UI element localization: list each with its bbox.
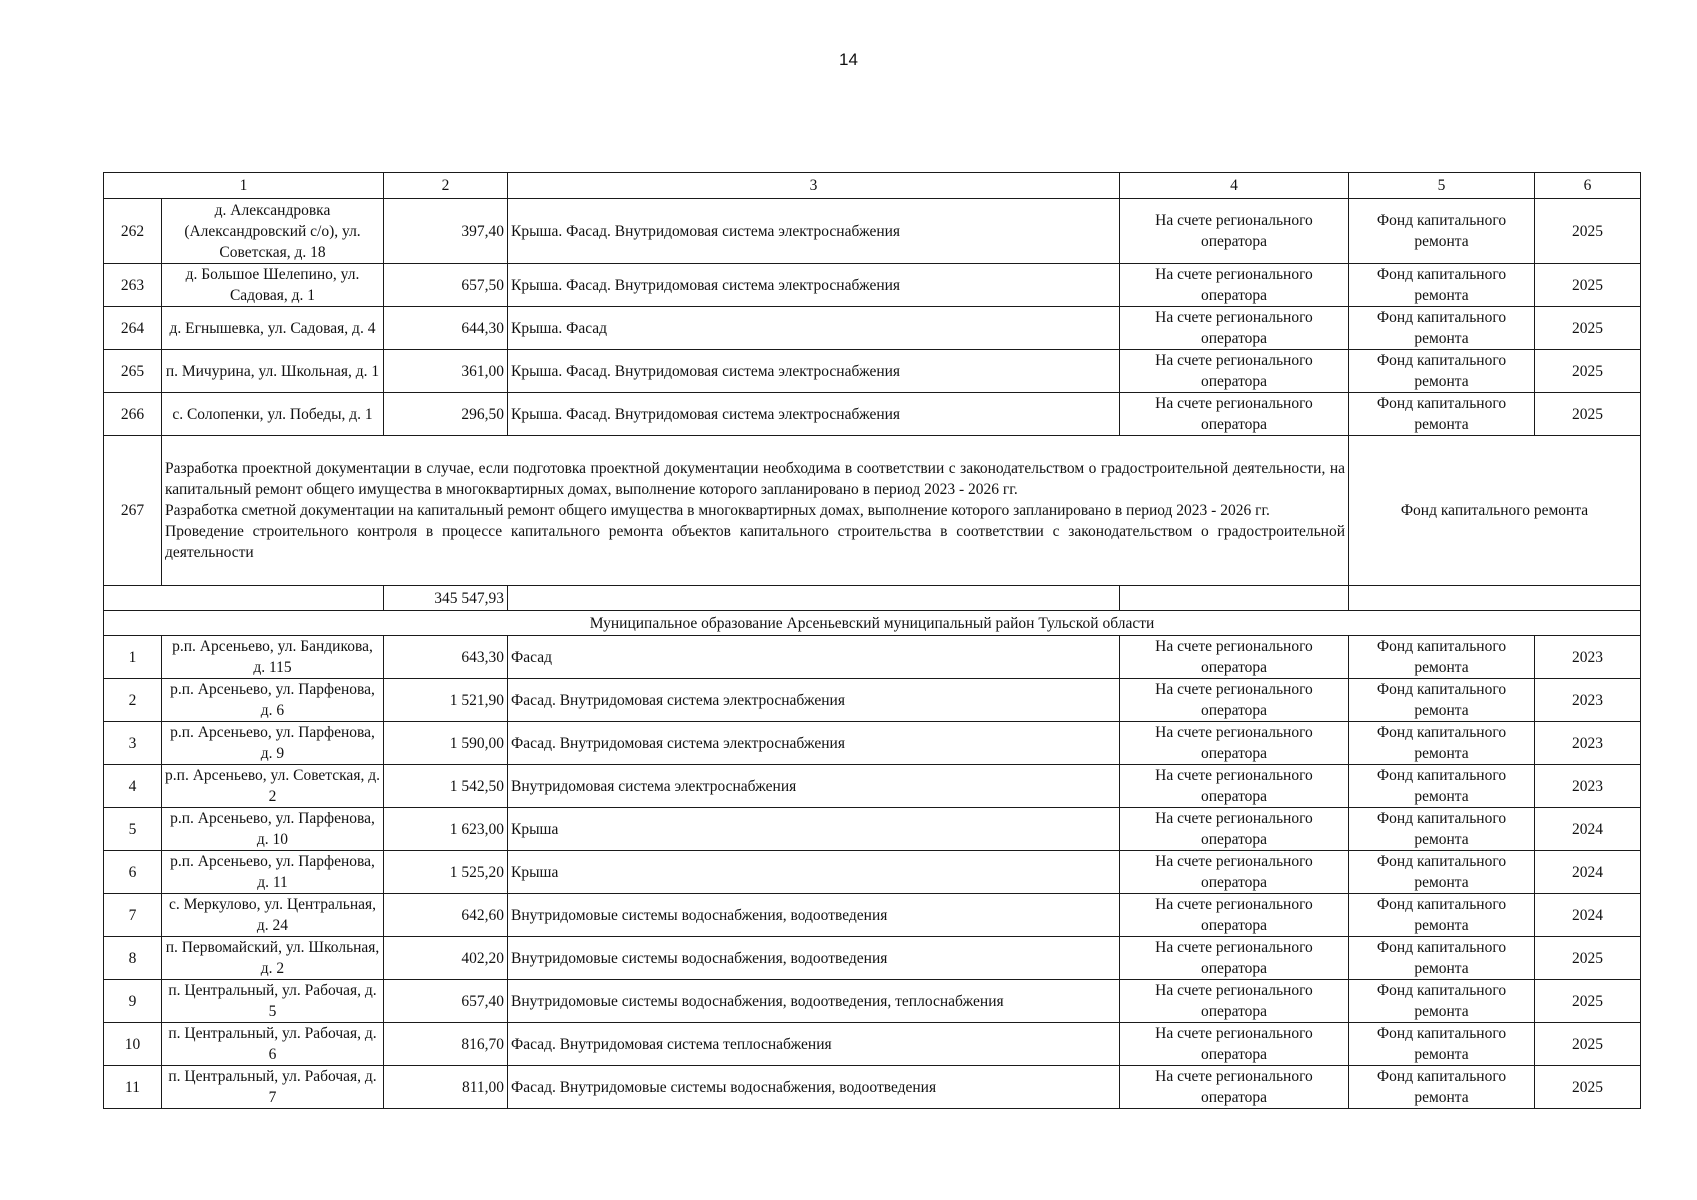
year-cell: 2023 (1535, 636, 1641, 679)
address-cell: р.п. Арсеньево, ул. Парфенова, д. 10 (162, 808, 384, 851)
account-cell: На счете регионального оператора (1120, 1066, 1349, 1109)
account-cell: На счете регионального оператора (1120, 350, 1349, 393)
address-cell: с. Меркулово, ул. Центральная, д. 24 (162, 894, 384, 937)
area-cell: 644,30 (384, 307, 508, 350)
fund-cell: Фонд капитального ремонта (1349, 307, 1535, 350)
works-cell: Фасад. Внутридомовые системы водоснабжения, водоотведения (508, 1066, 1120, 1109)
account-cell: На счете регионального оператора (1120, 765, 1349, 808)
fund-cell: Фонд капитального ремонта (1349, 199, 1535, 264)
header-cell: 6 (1535, 173, 1641, 199)
fund-cell: Фонд капитального ремонта (1349, 937, 1535, 980)
works-cell: Крыша. Фасад. Внутридомовая система электроснабжения (508, 264, 1120, 307)
area-cell: 643,30 (384, 636, 508, 679)
works-cell: Фасад. Внутридомовая система электроснабжения (508, 679, 1120, 722)
total-area: 345 547,93 (384, 586, 508, 611)
area-cell: 642,60 (384, 894, 508, 937)
table-row (104, 199, 1641, 264)
table-row (104, 307, 1641, 350)
header-cell: 4 (1120, 173, 1349, 199)
works-cell: Крыша (508, 808, 1120, 851)
fund-cell: Фонд капитального ремонта (1349, 722, 1535, 765)
row-number: 7 (104, 894, 162, 937)
fund-cell: Фонд капитального ремонта (1349, 636, 1535, 679)
total-row (104, 586, 1641, 611)
account-cell: На счете регионального оператора (1120, 980, 1349, 1023)
year-cell: 2025 (1535, 1066, 1641, 1109)
area-cell: 1 525,20 (384, 851, 508, 894)
row-number: 3 (104, 722, 162, 765)
works-cell: Внутридомовые системы водоснабжения, водоотведения (508, 937, 1120, 980)
table-row (104, 851, 1641, 894)
capital-repair-table (103, 172, 1641, 1109)
table-row (104, 350, 1641, 393)
row-number: 8 (104, 937, 162, 980)
empty-cell (1120, 586, 1349, 611)
row-number: 9 (104, 980, 162, 1023)
year-cell: 2025 (1535, 393, 1641, 436)
total-label-cell (104, 586, 384, 611)
table-row (104, 1023, 1641, 1066)
empty-cell (1349, 586, 1641, 611)
fund-cell: Фонд капитального ремонта (1349, 808, 1535, 851)
works-cell: Крыша. Фасад. Внутридомовая система электроснабжения (508, 199, 1120, 264)
area-cell: 811,00 (384, 1066, 508, 1109)
year-cell: 2023 (1535, 765, 1641, 808)
table-row (104, 1066, 1641, 1109)
table-row (104, 937, 1641, 980)
address-cell: с. Солопенки, ул. Победы, д. 1 (162, 393, 384, 436)
section-title: Муниципальное образование Арсеньевский муниципальный район Тульской области (104, 611, 1641, 636)
area-cell: 816,70 (384, 1023, 508, 1066)
fund-cell: Фонд капитального ремонта (1349, 350, 1535, 393)
year-cell: 2025 (1535, 264, 1641, 307)
year-cell: 2025 (1535, 199, 1641, 264)
row-number: 264 (104, 307, 162, 350)
address-cell: п. Мичурина, ул. Школьная, д. 1 (162, 350, 384, 393)
area-cell: 1 590,00 (384, 722, 508, 765)
table-row (104, 393, 1641, 436)
account-cell: На счете регионального оператора (1120, 307, 1349, 350)
address-cell: д. Большое Шелепино, ул. Садовая, д. 1 (162, 264, 384, 307)
area-cell: 1 542,50 (384, 765, 508, 808)
fund-cell: Фонд капитального ремонта (1349, 765, 1535, 808)
row-number: 263 (104, 264, 162, 307)
fund-cell: Фонд капитального ремонта (1349, 980, 1535, 1023)
works-cell: Внутридомовая система электроснабжения (508, 765, 1120, 808)
section-heading-row (104, 611, 1641, 636)
header-cell: 5 (1349, 173, 1535, 199)
address-cell: п. Центральный, ул. Рабочая, д. 5 (162, 980, 384, 1023)
account-cell: На счете регионального оператора (1120, 894, 1349, 937)
year-cell: 2025 (1535, 1023, 1641, 1066)
year-cell: 2023 (1535, 679, 1641, 722)
row-number: 266 (104, 393, 162, 436)
header-cell: 3 (508, 173, 1120, 199)
row-number: 262 (104, 199, 162, 264)
table-row (104, 980, 1641, 1023)
paragraph-construction-control: Проведение строительного контроля в процессе капитального ремонта объектов капитального строительства в соответствии с законодательством о градостроительной деятельности (165, 523, 1345, 561)
year-cell: 2025 (1535, 980, 1641, 1023)
table-row (104, 894, 1641, 937)
area-cell: 296,50 (384, 393, 508, 436)
area-cell: 1 623,00 (384, 808, 508, 851)
table-row (104, 679, 1641, 722)
table-row-267 (104, 436, 1641, 586)
address-cell: п. Центральный, ул. Рабочая, д. 7 (162, 1066, 384, 1109)
row-number: 2 (104, 679, 162, 722)
works-cell: Фасад. Внутридомовая система электроснабжения (508, 722, 1120, 765)
address-cell: р.п. Арсеньево, ул. Парфенова, д. 11 (162, 851, 384, 894)
table-row (104, 808, 1641, 851)
works-cell: Крыша. Фасад (508, 307, 1120, 350)
works-cell: Внутридомовые системы водоснабжения, водоотведения (508, 894, 1120, 937)
year-cell: 2024 (1535, 808, 1641, 851)
row-number: 4 (104, 765, 162, 808)
account-cell: На счете регионального оператора (1120, 851, 1349, 894)
table-row (104, 264, 1641, 307)
address-cell: п. Центральный, ул. Рабочая, д. 6 (162, 1023, 384, 1066)
address-cell: р.п. Арсеньево, ул. Советская, д. 2 (162, 765, 384, 808)
paragraph-estimate-docs: Разработка сметной документации на капитальный ремонт общего имущества в многоквартирных домах, выполнение которого запланировано в период 2023 - 2026 гг. (165, 502, 1270, 519)
fund-cell: Фонд капитального ремонта (1349, 264, 1535, 307)
year-cell: 2025 (1535, 350, 1641, 393)
row-number: 6 (104, 851, 162, 894)
fund-cell: Фонд капитального ремонта (1349, 1023, 1535, 1066)
table-row (104, 722, 1641, 765)
row-number: 265 (104, 350, 162, 393)
fund-cell: Фонд капитального ремонта (1349, 679, 1535, 722)
fund-cell: Фонд капитального ремонта (1349, 393, 1535, 436)
header-cell: 2 (384, 173, 508, 199)
year-cell: 2024 (1535, 894, 1641, 937)
year-cell: 2024 (1535, 851, 1641, 894)
account-cell: На счете регионального оператора (1120, 722, 1349, 765)
year-cell: 2023 (1535, 722, 1641, 765)
area-cell: 657,50 (384, 264, 508, 307)
area-cell: 657,40 (384, 980, 508, 1023)
address-cell: р.п. Арсеньево, ул. Парфенова, д. 9 (162, 722, 384, 765)
header-cell: 1 (104, 173, 384, 199)
area-cell: 397,40 (384, 199, 508, 264)
year-cell: 2025 (1535, 937, 1641, 980)
area-cell: 361,00 (384, 350, 508, 393)
row-number: 10 (104, 1023, 162, 1066)
paragraph-design-docs: Разработка проектной документации в случае, если подготовка проектной документации необходима в соответствии с законодательством о градостроительной деятельности, на капитальный ремонт общего имущества в многоквартирных домах, выполнение которого запланировано в период 2023 - 2026 гг. (165, 460, 1345, 498)
works-cell: Фасад. Внутридомовая система теплоснабжения (508, 1023, 1120, 1066)
page-number: 14 (839, 50, 858, 69)
table-header-row (104, 173, 1641, 199)
row-number: 5 (104, 808, 162, 851)
account-cell: На счете регионального оператора (1120, 199, 1349, 264)
account-cell: На счете регионального оператора (1120, 937, 1349, 980)
row-number: 11 (104, 1066, 162, 1109)
address-cell: д. Егнышевка, ул. Садовая, д. 4 (162, 307, 384, 350)
address-cell: д. Александровка (Александровский с/о), ул. Советская, д. 18 (162, 199, 384, 264)
row-number: 267 (104, 436, 162, 586)
fund-cell: Фонд капитального ремонта (1349, 1066, 1535, 1109)
account-cell: На счете регионального оператора (1120, 636, 1349, 679)
fund-cell: Фонд капитального ремонта (1349, 894, 1535, 937)
account-cell: На счете регионального оператора (1120, 679, 1349, 722)
row-number: 1 (104, 636, 162, 679)
address-cell: р.п. Арсеньево, ул. Парфенова, д. 6 (162, 679, 384, 722)
fund-cell: Фонд капитального ремонта (1349, 851, 1535, 894)
account-cell: На счете регионального оператора (1120, 393, 1349, 436)
works-cell: Крыша (508, 851, 1120, 894)
account-cell: На счете регионального оператора (1120, 808, 1349, 851)
works-cell: Внутридомовые системы водоснабжения, водоотведения, теплоснабжения (508, 980, 1120, 1023)
table-row (104, 636, 1641, 679)
works-cell: Крыша. Фасад. Внутридомовая система электроснабжения (508, 350, 1120, 393)
works-cell: Фасад (508, 636, 1120, 679)
address-cell: р.п. Арсеньево, ул. Бандикова, д. 115 (162, 636, 384, 679)
year-cell: 2025 (1535, 307, 1641, 350)
table-row (104, 765, 1641, 808)
works-cell: Крыша. Фасад. Внутридомовая система электроснабжения (508, 393, 1120, 436)
fund-cell: Фонд капитального ремонта (1349, 436, 1641, 586)
account-cell: На счете регионального оператора (1120, 264, 1349, 307)
empty-cell (508, 586, 1120, 611)
address-cell: п. Первомайский, ул. Школьная, д. 2 (162, 937, 384, 980)
area-cell: 1 521,90 (384, 679, 508, 722)
account-cell: На счете регионального оператора (1120, 1023, 1349, 1066)
area-cell: 402,20 (384, 937, 508, 980)
design-documentation-cell (162, 436, 1349, 586)
